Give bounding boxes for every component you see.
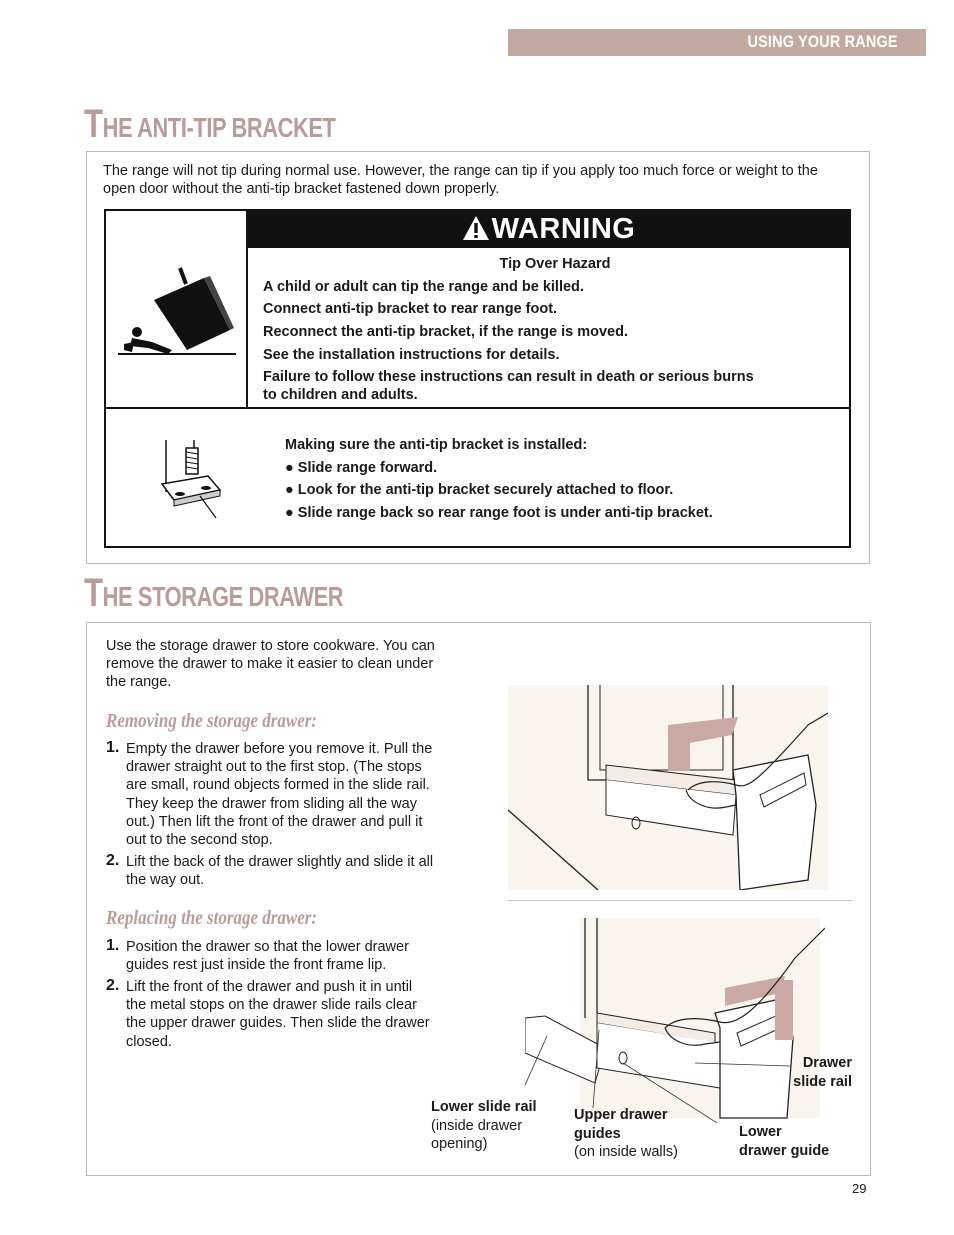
replacing-step-1: Position the drawer so that the lower drawer guides rest just inside the front frame lip. <box>126 939 409 974</box>
anti-tip-intro: The range will not tip during normal use. However, the range can tip if you apply too much force or weight to the open door without the anti-tip bracket fastened down properly. <box>103 163 818 197</box>
label-lower-slide-rail: Lower slide rail (inside drawer opening) <box>431 1099 537 1152</box>
hazard-line: to children and adults. <box>263 387 418 403</box>
removing-step-1: Empty the drawer before you remove it. Pull the drawer straight out to the first stop. (The stops are small, round objects formed in the slide rail. They keep the drawer from sliding all the way out.) Then lift the front of the drawer and pull it out to the second stop. <box>126 741 433 849</box>
replacing-drawer-illustration <box>525 918 825 1123</box>
hazard-line: Failure to follow these instructions can result in death or serious burns <box>263 369 754 385</box>
storage-drawer-title: THE STORAGE DRAWER <box>84 571 344 615</box>
label-upper-drawer-guides: Upper drawer guides (on inside walls) <box>574 1107 678 1160</box>
tip-over-hazard-icon <box>112 258 242 358</box>
check-item: ● Slide range back so rear range foot is under anti-tip bracket. <box>285 505 713 521</box>
section-divider <box>508 900 852 901</box>
warning-divider-horizontal <box>106 407 849 409</box>
section-label: USING YOUR RANGE <box>747 32 898 51</box>
warning-triangle-icon <box>462 215 490 241</box>
removing-title: Removing the storage drawer: <box>106 710 318 732</box>
hazard-line: Reconnect the anti-tip bracket, if the range is moved. <box>263 324 628 340</box>
replacing-step-2: Lift the front of the drawer and push it in until the metal stops on the drawer slide rails clear the upper drawer guides. Then slide the drawer closed. <box>126 979 430 1050</box>
step-number: 2. <box>106 977 120 994</box>
hazard-title: Tip Over Hazard <box>499 256 611 272</box>
storage-intro: Use the storage drawer to store cookware. You can remove the drawer to make it easier to clean under the range. <box>106 638 435 690</box>
step-number: 1. <box>106 937 120 954</box>
check-title: Making sure the anti-tip bracket is installed: <box>285 437 588 453</box>
page-number: 29 <box>852 1181 867 1196</box>
label-drawer-slide-rail: Drawer slide rail <box>793 1055 852 1090</box>
removing-step-2: Lift the back of the drawer slightly and slide it all the way out. <box>126 854 434 889</box>
label-lower-drawer-guide: Lower drawer guide <box>739 1124 830 1159</box>
step-number: 2. <box>106 852 120 869</box>
removing-drawer-illustration <box>508 685 828 890</box>
hazard-line: A child or adult can tip the range and be killed. <box>263 279 584 295</box>
check-item: ● Look for the anti-tip bracket securely attached to floor. <box>285 482 674 498</box>
anti-tip-bracket-icon <box>150 432 230 522</box>
hazard-line: Connect anti-tip bracket to rear range foot. <box>263 301 558 317</box>
anti-tip-title: THE ANTI-TIP BRACKET <box>84 102 336 146</box>
warning-label: WARNING <box>491 213 636 245</box>
hazard-line: See the installation instructions for details. <box>263 347 560 363</box>
step-number: 1. <box>106 739 120 756</box>
replacing-title: Replacing the storage drawer: <box>106 907 318 929</box>
check-item: ● Slide range forward. <box>285 460 438 476</box>
warning-header <box>248 211 849 248</box>
section-header-bar <box>508 29 926 56</box>
